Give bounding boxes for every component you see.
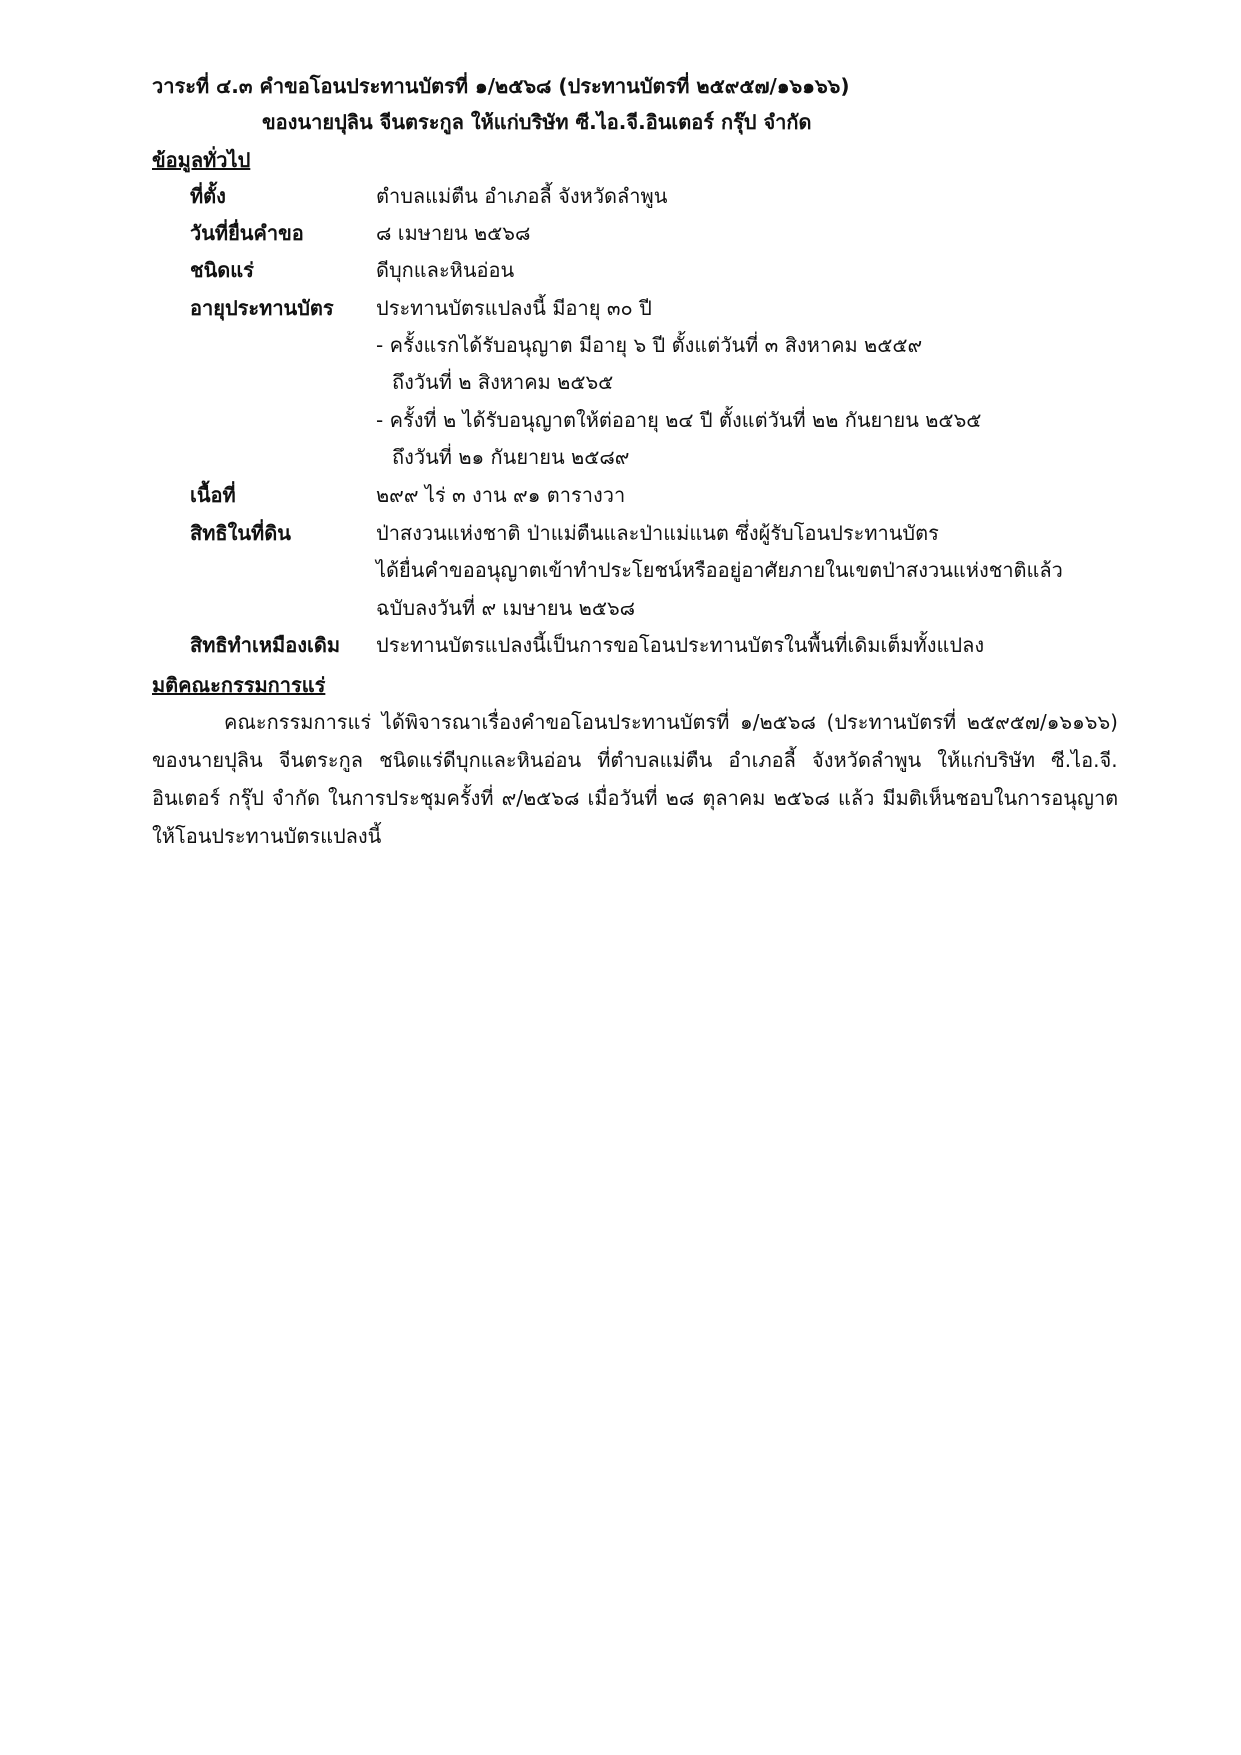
area-value: ๒๙๙ ไร่ ๓ งาน ๙๑ ตารางวา: [376, 483, 626, 507]
location-value: ตำบลแม่ตืน อำเภอลี้ จังหวัดลำพูน: [376, 184, 668, 208]
term-label: อายุประทานบัตร: [190, 296, 334, 320]
original-rights-value: ประทานบัตรแปลงนี้เป็นการขอโอนประทานบัตรในพื้นที่เดิมเต็มทั้งแปลง: [376, 633, 985, 657]
location-label: ที่ตั้ง: [190, 184, 226, 208]
land-rights-line: ป่าสงวนแห่งชาติ ป่าแม่ตืนและป่าแม่แนต ซึ่งผู้รับโอนประทานบัตร: [376, 521, 939, 545]
land-rights-line: ฉบับลงวันที่ ๙ เมษายน ๒๕๖๘: [376, 596, 636, 620]
land-rights-label: สิทธิในที่ดิน: [190, 521, 291, 545]
term-line: - ครั้งที่ ๒ ได้รับอนุญาตให้ต่ออายุ ๒๔ ปี ตั้งแต่วันที่ ๒๒ กันยายน ๒๕๖๕: [376, 408, 982, 432]
term-line: ถึงวันที่ ๒ สิงหาคม ๒๕๖๕: [392, 370, 614, 394]
resolution-line: ของนายปุลิน จีนตระกูล ชนิดแร่ดีบุกและหินอ่อน ที่ตำบลแม่ตืน อำเภอลี้ จังหวัดลำพูน ให้แก่บริษัท ซี.ไอ.จี.: [152, 748, 1118, 772]
filing-date-value: ๘ เมษายน ๒๕๖๘: [376, 221, 531, 245]
resolution-heading: มติคณะกรรมการแร่: [152, 673, 326, 697]
term-line: ประทานบัตรแปลงนี้ มีอายุ ๓๐ ปี: [376, 296, 652, 320]
original-rights-label: สิทธิทำเหมืองเดิม: [190, 633, 340, 657]
land-rights-line: ได้ยื่นคำขออนุญาตเข้าทำประโยชน์หรืออยู่อาศัยภายในเขตป่าสงวนแห่งชาติแล้ว: [376, 558, 1063, 582]
filing-date-label: วันที่ยื่นคำขอ: [190, 221, 304, 245]
agenda-title-line-2: ของนายปุลิน จีนตระกูล ให้แก่บริษัท ซี.ไอ.จี.อินเตอร์ กรุ๊ป จำกัด: [262, 110, 812, 134]
general-info-heading: ข้อมูลทั่วไป: [152, 148, 251, 172]
term-line: ถึงวันที่ ๒๑ กันยายน ๒๕๘๙: [392, 445, 630, 469]
term-line: - ครั้งแรกได้รับอนุญาต มีอายุ ๖ ปี ตั้งแต่วันที่ ๓ สิงหาคม ๒๕๕๙: [376, 333, 923, 357]
agenda-title-line-1: วาระที่ ๔.๓ คำขอโอนประทานบัตรที่ ๑/๒๕๖๘ (ประทานบัตรที่ ๒๕๙๕๗/๑๖๑๖๖): [152, 74, 850, 98]
resolution-line: ให้โอนประทานบัตรแปลงนี้: [152, 824, 382, 848]
area-label: เนื้อที่: [190, 483, 236, 507]
resolution-line: คณะกรรมการแร่ ได้พิจารณาเรื่องคำขอโอนประทานบัตรที่ ๑/๒๕๖๘ (ประทานบัตรที่ ๒๕๙๕๗/๑๖๑๖๖): [224, 710, 1118, 734]
mineral-value: ดีบุกและหินอ่อน: [376, 258, 515, 282]
resolution-line: อินเตอร์ กรุ๊ป จำกัด ในการประชุมครั้งที่ ๙/๒๕๖๘ เมื่อวันที่ ๒๘ ตุลาคม ๒๕๖๘ แล้ว มีมติเห็นชอบในการอนุญาต: [152, 786, 1119, 810]
mineral-label: ชนิดแร่: [190, 258, 254, 282]
